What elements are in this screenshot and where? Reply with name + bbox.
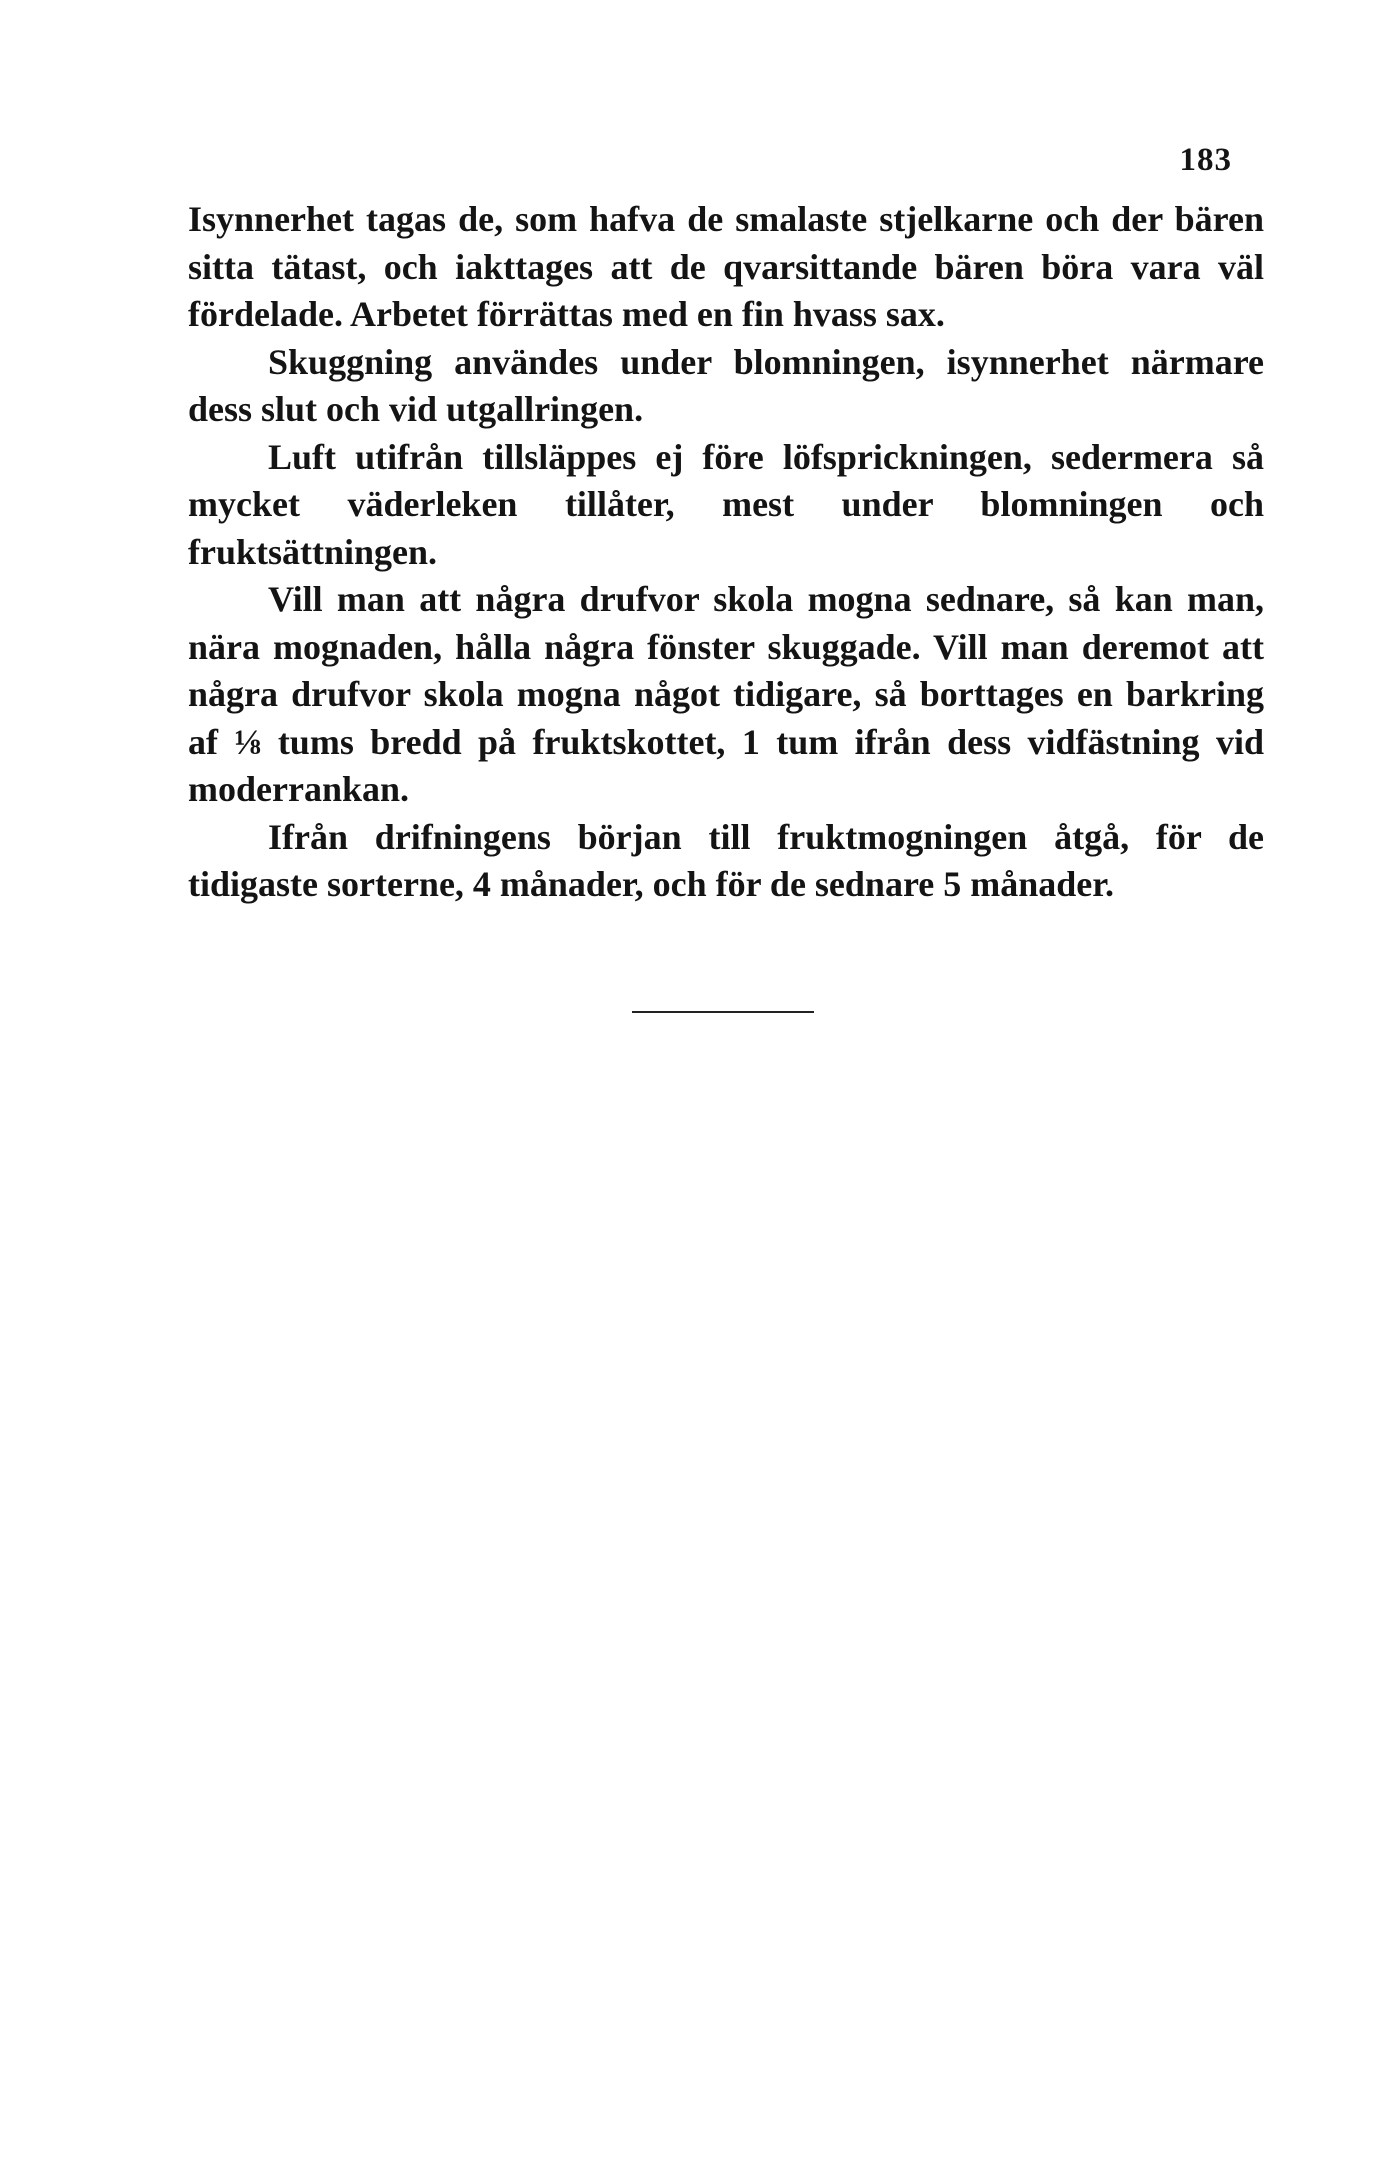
page-number: 183 [1179, 142, 1232, 178]
paragraph-ripening: Vill man att några drufvor skola mogna sednare, så kan man, nära mognaden, hålla några fönster skuggade. Vill man deremot att några drufvor skola mogna något tidigare, så borttages en barkring af ⅛ tums bredd på fruktskottet, 1 tum ifrån dess vidfästning vid moderrankan. [188, 579, 1264, 809]
section-end-rule [632, 1011, 814, 1013]
body-text [188, 196, 1264, 909]
paragraph-ventilation: Luft utifrån tillsläppes ej före löfsprickningen, sedermera så mycket väderleken tillåter, mest under blomningen och fruktsättningen. [188, 436, 1264, 572]
paragraph-shading: Skuggning användes under blomningen, isynnerhet närmare dess slut och vid utgallringen. [188, 341, 1264, 429]
paragraph-thinning: Isynnerhet tagas de, som hafva de smalaste stjelkarne och der bären sitta tätast, och iakttages att de qvarsittande bären böra vara väl fördelade. Arbetet förrättas med en fin hvass sax. [188, 199, 1264, 334]
paragraph-duration: Ifrån drifningens början till fruktmogningen åtgå, för de tidigaste sorterne, 4 månader, och för de sednare 5 månader. [188, 816, 1264, 904]
